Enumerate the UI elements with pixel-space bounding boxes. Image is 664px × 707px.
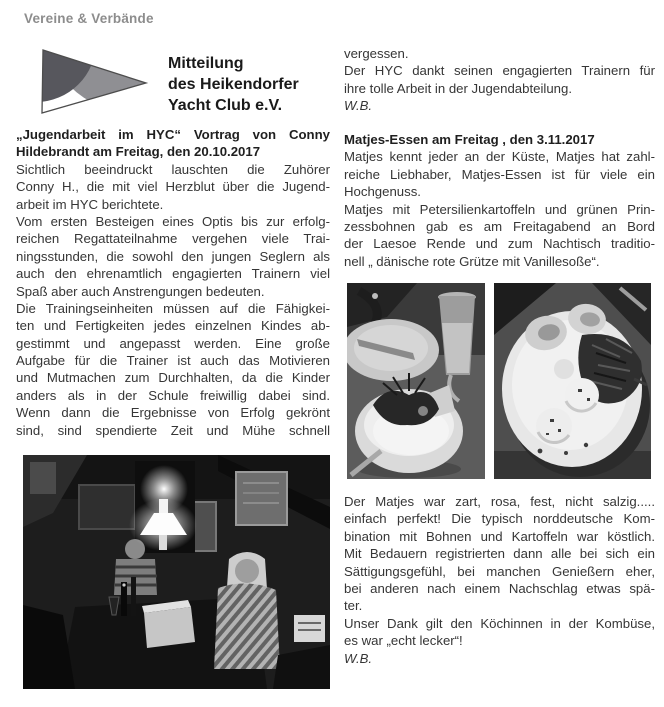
text-line: Matjes mit Petersilienkartoffeln und grünen Prin- [344, 201, 655, 217]
text-line: Hochgenuss. [344, 184, 421, 200]
text-line: sind, sind spendierte Zeit und Mühe schnell [16, 422, 330, 438]
text-line: nell „ dänische rote Grütze mit Vanillesoße“. [344, 253, 600, 269]
text-line: Sättigungsgefühl, bei manchen Genießern eher, [344, 563, 655, 579]
lecture-photo-image [23, 455, 330, 689]
section-label: Vereine & Verbände [24, 11, 154, 26]
text-line: Der HYC dankt seinen engagierten Trainern für [344, 63, 655, 79]
text-line: der Laesoe Rende und zum Nachtisch traditio- [344, 236, 655, 252]
matjes-article [344, 131, 655, 270]
text-line: bination mit Bohnen und Kartoffeln war köstlich. [344, 528, 655, 544]
text-line: Vom ersten Besteigen eines Optis bis zur erfolg- [16, 213, 330, 229]
lecture-article-heading: „Jugendarbeit im HYC“ Vortrag von Conny [16, 127, 330, 142]
page-title [168, 53, 299, 116]
text-line: reiche Liebhaber, Matjes-Essen ist für viele ein [344, 166, 655, 182]
text-line: Wenn dann die Ergebnisse von Erfolg gekrönt [16, 405, 330, 421]
text-line: Mit Bedauern registrierten dann alle bei sich ein [344, 546, 655, 562]
text-line: ihre tolle Arbeit in der Jugendabteilung. [344, 80, 573, 96]
text-line: zessbohnen gab es am Freitagabend an Bord [344, 218, 655, 234]
text-line: Sichtlich beeindruckt lauschten die Zuhörer [16, 161, 330, 177]
author-initials: W.B. [344, 98, 373, 114]
matjes-article-heading: Matjes-Essen am Freitag , den 3.11.2017 [344, 132, 595, 147]
text-line: ten und Fertigkeiten jedes einzelnen Kindes ab- [16, 318, 330, 334]
text-line: auch den ehrenamtlich engagierten Trainern viel [16, 266, 330, 282]
text-line: ter. [344, 598, 363, 614]
right-column-top [344, 45, 655, 115]
right-column-bottom [344, 493, 655, 667]
hyc-burgee-icon [36, 47, 151, 117]
title-line: Mitteilung [168, 55, 244, 72]
text-line: Aufgabe für die Trainer ist auch das Motivieren [16, 353, 330, 369]
text-line: einfach perfekt! Die typisch norddeutsche Kom- [344, 511, 655, 527]
text-line: Spaß aber auch Anstrengungen bedeuten. [16, 283, 265, 299]
matjes-plate-photo [494, 283, 651, 479]
left-column [16, 126, 330, 439]
title-line: Yacht Club e.V. [168, 97, 283, 114]
text-line: gestimmt und angepasst werden. Eine große [16, 335, 330, 351]
text-line: ningsstunden, die sowohl den jungen Seglern als [16, 248, 330, 264]
text-line: anders als in der Schule freiwillig dabei sind. [16, 387, 330, 403]
text-line: bei anderen nach einem Nachschlag etwas spä- [344, 580, 655, 596]
text-line: Unser Dank gilt den Köchinnen in der Kombüse, [344, 615, 655, 631]
text-line: Matjes kennt jeder an der Küste, Matjes hat zahl- [344, 149, 655, 165]
dessert-photo [347, 283, 485, 479]
author-initials: W.B. [344, 650, 373, 666]
text-line: es war „echt lecker“! [344, 633, 463, 649]
text-line: Die Trainingseinheiten müssen auf die Fähigkei- [16, 300, 330, 316]
text-line: Der Matjes war zart, rosa, fest, nicht salzig..... [344, 494, 655, 509]
text-line: Conny H., die mit viel Herzblut über die Jugend- [16, 179, 330, 195]
lecture-article-heading: Hildebrandt am Freitag, den 20.10.2017 [16, 144, 261, 160]
club-logo [36, 47, 151, 117]
text-line: arbeit im HYC berichtete. [16, 196, 164, 212]
title-line: des Heikendorfer [168, 76, 299, 93]
lecture-photo [23, 455, 330, 689]
text-line: vergessen. [344, 46, 409, 61]
matjes-plate-photo-image [494, 283, 651, 479]
dessert-photo-image [347, 283, 485, 479]
text-line: reichen Regattateilnahme vergehen viele Trai- [16, 231, 330, 247]
text-line: und Mutmachen zum Durchhalten, da die Kinder [16, 370, 330, 386]
